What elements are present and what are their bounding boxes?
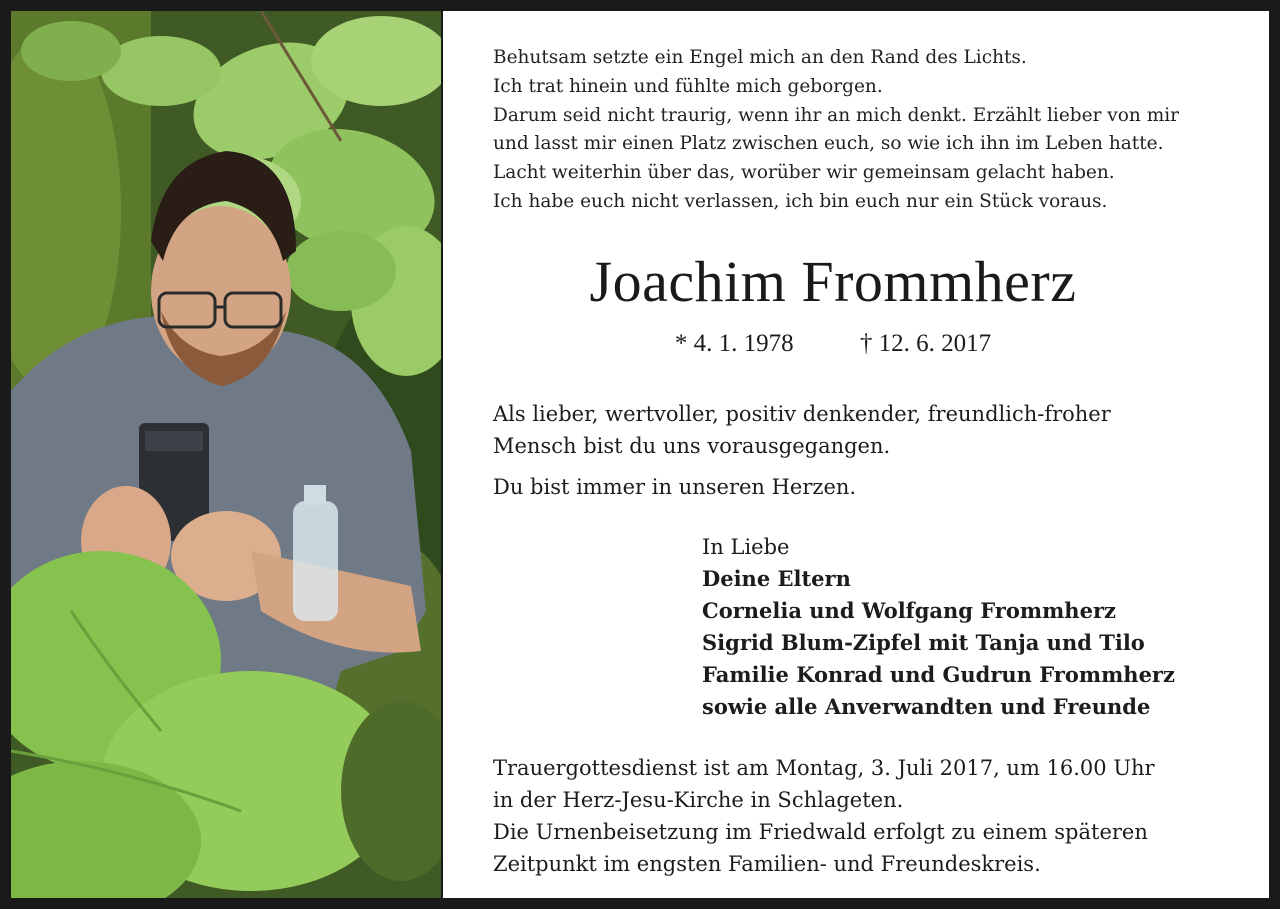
poem-line: Ich trat hinein und fühlte mich geborgen.	[493, 75, 883, 97]
service-line: Zeitpunkt im engsten Familien- und Freundeskreis.	[493, 852, 1041, 876]
service-info	[493, 752, 1253, 880]
signoff-intro: In Liebe	[702, 535, 790, 559]
poem	[493, 44, 1253, 217]
notice-text-panel	[443, 11, 1269, 898]
poem-line: und lasst mir einen Platz zwischen euch, so wie ich ihn im Leben hatte.	[493, 133, 1164, 155]
tribute-line: Als lieber, wertvoller, positiv denkender, freundlich-froher	[493, 402, 1111, 426]
mourner-line: Cornelia und Wolfgang Frommherz	[702, 598, 1116, 623]
mourner-line: Familie Konrad und Gudrun Frommherz	[702, 662, 1175, 687]
death-date: † 12. 6. 2017	[859, 330, 992, 357]
service-line: in der Herz-Jesu-Kirche in Schlageten.	[493, 788, 904, 812]
mourner-line: Sigrid Blum-Zipfel mit Tanja und Tilo	[702, 630, 1145, 655]
mourner-line: Deine Eltern	[702, 566, 851, 591]
life-dates	[443, 327, 1223, 361]
tribute-text	[493, 399, 1253, 504]
birth-date: * 4. 1. 1978	[674, 330, 794, 357]
poem-line: Behutsam setzte ein Engel mich an den Rand des Lichts.	[493, 47, 1027, 68]
tribute-line: Mensch bist du uns vorausgegangen.	[493, 433, 891, 458]
poem-line: Lacht weiterhin über das, worüber wir gemeinsam gelacht haben.	[493, 162, 1115, 184]
mourner-line: sowie alle Anverwandten und Freunde	[702, 694, 1151, 719]
portrait-photo	[11, 11, 441, 898]
mourners-signoff	[702, 531, 1262, 723]
service-line: Die Urnenbeisetzung im Friedwald erfolgt zu einem späteren	[493, 820, 1148, 844]
poem-line: Darum seid nicht traurig, wenn ihr an mich denkt. Erzählt lieber von mir	[493, 104, 1179, 126]
service-line: Trauergottesdienst ist am Montag, 3. Juli 2017, um 16.00 Uhr	[493, 756, 1155, 780]
deceased-name: Joachim Frommherz	[589, 249, 1077, 314]
tribute-line: Du bist immer in unseren Herzen.	[493, 475, 857, 499]
poem-line: Ich habe euch nicht verlassen, ich bin euch nur ein Stück voraus.	[493, 190, 1108, 212]
